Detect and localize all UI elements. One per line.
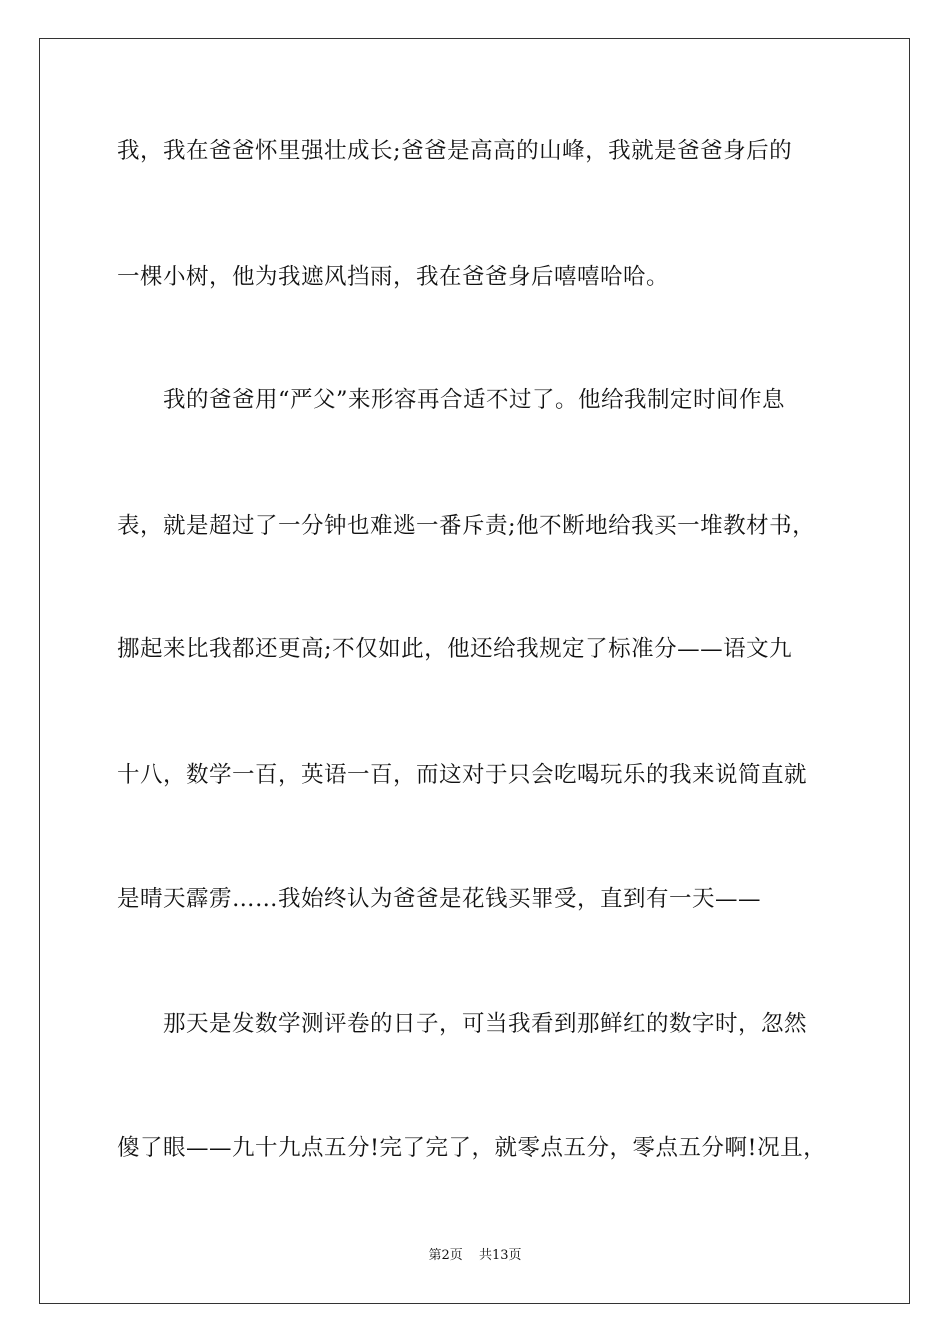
page-footer <box>0 1247 950 1265</box>
page-number: 第2页 <box>428 1248 463 1263</box>
text-line-1: 我，我在爸爸怀里强壮成长;爸爸是高高的山峰，我就是爸爸身后的 <box>117 138 793 164</box>
page-total: 共13页 <box>478 1248 522 1263</box>
text-line-8: 那天是发数学测评卷的日子，可当我看到那鲜红的数字时，忽然 <box>117 1011 808 1037</box>
text-line-6: 十八，数学一百，英语一百，而这对于只会吃喝玩乐的我来说简直就 <box>117 762 808 788</box>
text-line-9: 傻了眼——九十九点五分!完了完了，就零点五分，零点五分啊!况且， <box>117 1135 827 1161</box>
page-border <box>39 38 910 1304</box>
text-line-4: 表，就是超过了一分钟也难逃一番斥责;他不断地给我买一堆教材书， <box>117 513 816 539</box>
text-line-7: 是晴天霹雳……我始终认为爸爸是花钱买罪受，直到有一天—— <box>117 886 762 912</box>
text-line-3: 我的爸爸用“严父”来形容再合适不过了。他给我制定时间作息 <box>117 387 786 413</box>
text-line-5: 挪起来比我都还更高;不仅如此，他还给我规定了标准分——语文九 <box>117 636 793 662</box>
text-line-2: 一棵小树，他为我遮风挡雨，我在爸爸身后嘻嘻哈哈。 <box>117 264 670 290</box>
